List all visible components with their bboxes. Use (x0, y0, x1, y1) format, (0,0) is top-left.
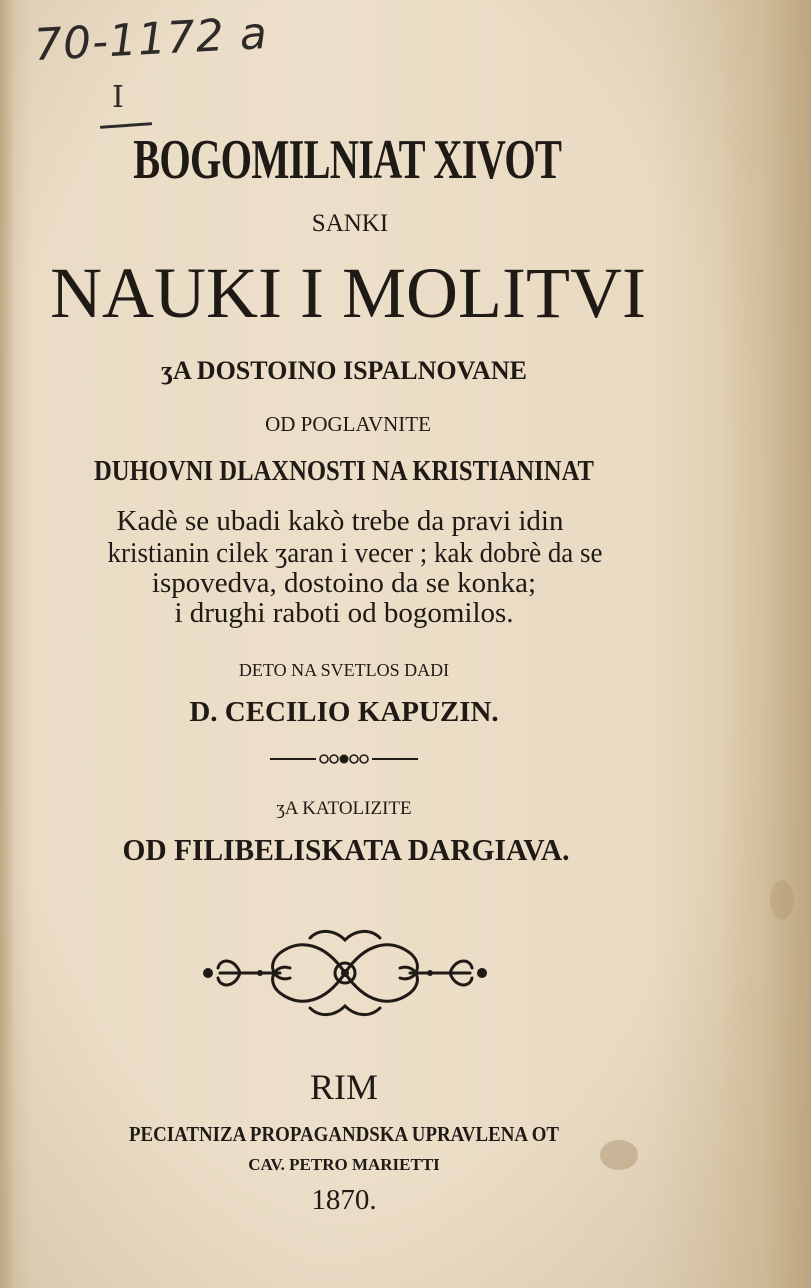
shelfmark-handwritten: 70-1172 a (32, 7, 269, 72)
title-line-duhovni: DUHOVNI DLAXNOSTI NA KRISTIANINAT (94, 456, 594, 487)
title-main: BOGOMILNIAT XIVOT (133, 129, 562, 191)
title-line-dostoino: ʒA DOSTOINO ISPALNOVANE (161, 356, 527, 385)
description-line: kristianin cilek ʒaran i vecer ; kak dobrè da se (107, 537, 603, 569)
shelfmark-numeral: I (112, 80, 124, 115)
author-intro: DETO NA SVETLOS DADI (238, 660, 450, 680)
printers-ornament (200, 918, 490, 1028)
title-nauki: NAUKI I MOLITVI (50, 253, 646, 333)
title-line-poglavnite: OD POGLAVNITE (265, 412, 431, 436)
imprint-city: RIM (309, 1067, 378, 1107)
description-line: i drughi raboti od bogomilos. (174, 597, 514, 629)
description-line: Kadè se ubadi kakò trebe da pravi idin (116, 505, 564, 537)
audience-line: ʒA KATOLIZITE (276, 798, 412, 819)
author-name: D. CECILIO KAPUZIN. (189, 696, 499, 728)
imprint-printer: PECIATNIZA PROPAGANDSKA UPRAVLENA OT (128, 1122, 560, 1146)
title-sanki: SANKI (311, 210, 389, 237)
stain-mark (770, 880, 794, 920)
audience-region: OD FILIBELISKATA DARGIAVA. (122, 832, 570, 867)
page-right-edge (719, 0, 811, 1288)
imprint-year: 1870. (311, 1184, 377, 1216)
description-line: ispovedva, dostoino da se konka; (151, 567, 537, 599)
imprint-publisher: CAV. PETRO MARIETTI (248, 1155, 440, 1174)
decorative-rule (270, 752, 418, 766)
